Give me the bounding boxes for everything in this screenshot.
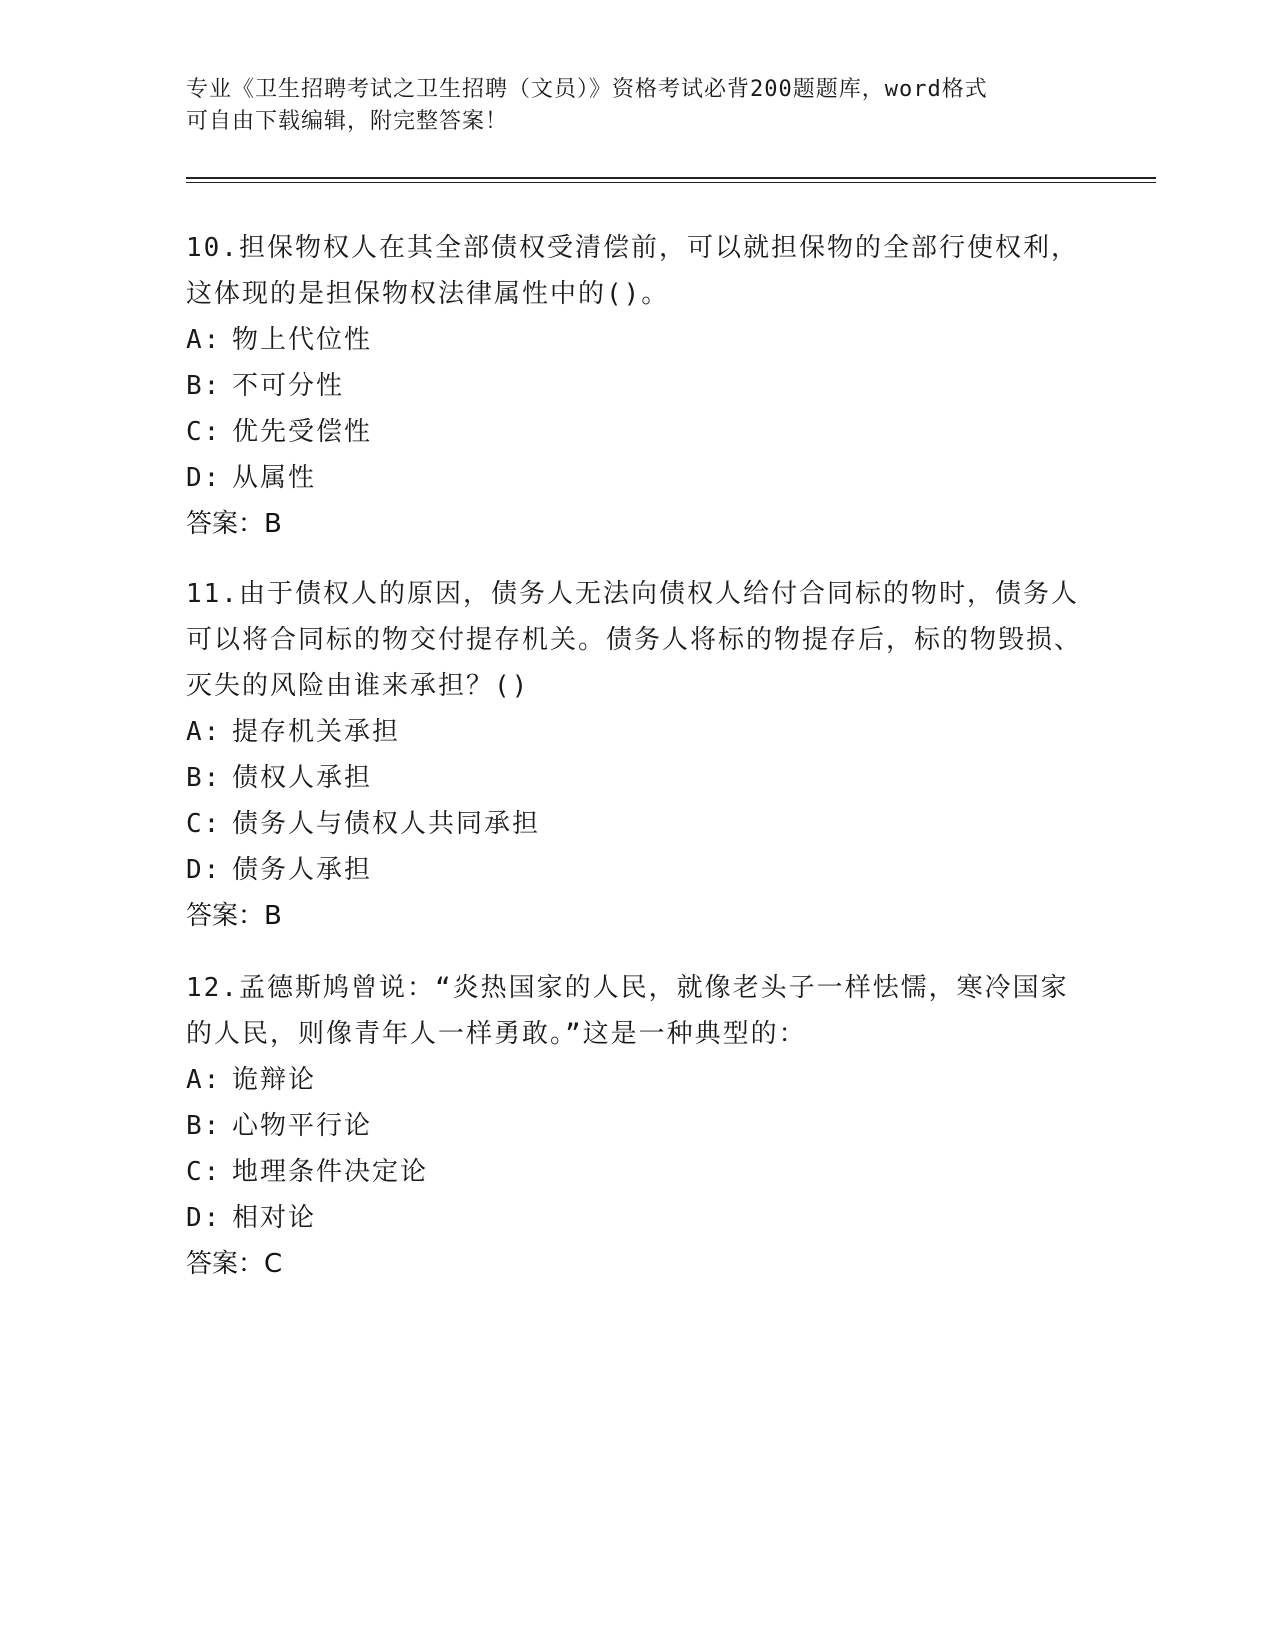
option-text: 优先受偿性 <box>232 417 373 447</box>
option-key: D: <box>186 855 222 885</box>
header-divider-thin <box>186 182 1156 183</box>
question-12 <box>186 965 1086 1287</box>
question-stem: 12.孟德斯鸠曾说：“炎热国家的人民，就像老头子一样怯懦，寒冷国家的人民，则像青年人一样勇敢。”这是一种典型的： <box>186 973 1069 1049</box>
question-stem: 11.由于债权人的原因，债务人无法向债权人给付合同标的物时，债务人可以将合同标的物交付提存机关。债务人将标的物提存后，标的物毁损、灭失的风险由谁来承担？() <box>186 579 1083 701</box>
question-11 <box>186 571 1086 939</box>
option-a <box>186 709 1086 755</box>
option-d <box>186 847 1086 893</box>
option-a <box>186 1057 1086 1103</box>
answer-label: 答案：B <box>186 509 282 539</box>
header-intro-line-2: 可自由下载编辑，附完整答案！ <box>186 109 509 134</box>
option-key: C: <box>186 809 222 839</box>
option-text: 债务人与债权人共同承担 <box>232 809 541 839</box>
option-text: 心物平行论 <box>232 1111 373 1141</box>
option-b <box>186 363 1086 409</box>
option-key: A: <box>186 325 222 355</box>
option-d <box>186 455 1086 501</box>
option-text: 不可分性 <box>232 371 345 401</box>
option-text: 物上代位性 <box>232 325 373 355</box>
option-b <box>186 1103 1086 1149</box>
option-key: B: <box>186 1111 222 1141</box>
option-c <box>186 1149 1086 1195</box>
option-c <box>186 409 1086 455</box>
option-a <box>186 317 1086 363</box>
option-text: 从属性 <box>232 463 317 493</box>
header-intro-line-1: 专业《卫生招聘考试之卫生招聘（文员）》资格考试必背200题题库，word格式 <box>186 77 988 102</box>
option-text: 相对论 <box>232 1203 317 1233</box>
option-key: C: <box>186 1157 222 1187</box>
option-key: D: <box>186 463 222 493</box>
option-key: A: <box>186 1065 222 1095</box>
option-key: B: <box>186 371 222 401</box>
option-key: D: <box>186 1203 222 1233</box>
option-text: 地理条件决定论 <box>232 1157 429 1187</box>
option-text: 提存机关承担 <box>232 717 401 747</box>
option-text: 债务人承担 <box>232 855 373 885</box>
header-divider-thick <box>186 177 1156 179</box>
answer-label: 答案：B <box>186 901 282 931</box>
option-b <box>186 755 1086 801</box>
document-header <box>186 74 1086 138</box>
option-c <box>186 801 1086 847</box>
answer-label: 答案：C <box>186 1249 283 1279</box>
question-stem: 10.担保物权人在其全部债权受清偿前，可以就担保物的全部行使权利，这体现的是担保物权法律属性中的()。 <box>186 233 1079 309</box>
option-d <box>186 1195 1086 1241</box>
option-key: B: <box>186 763 222 793</box>
option-key: A: <box>186 717 222 747</box>
question-10 <box>186 225 1086 547</box>
option-text: 债权人承担 <box>232 763 373 793</box>
option-key: C: <box>186 417 222 447</box>
option-text: 诡辩论 <box>232 1065 317 1095</box>
